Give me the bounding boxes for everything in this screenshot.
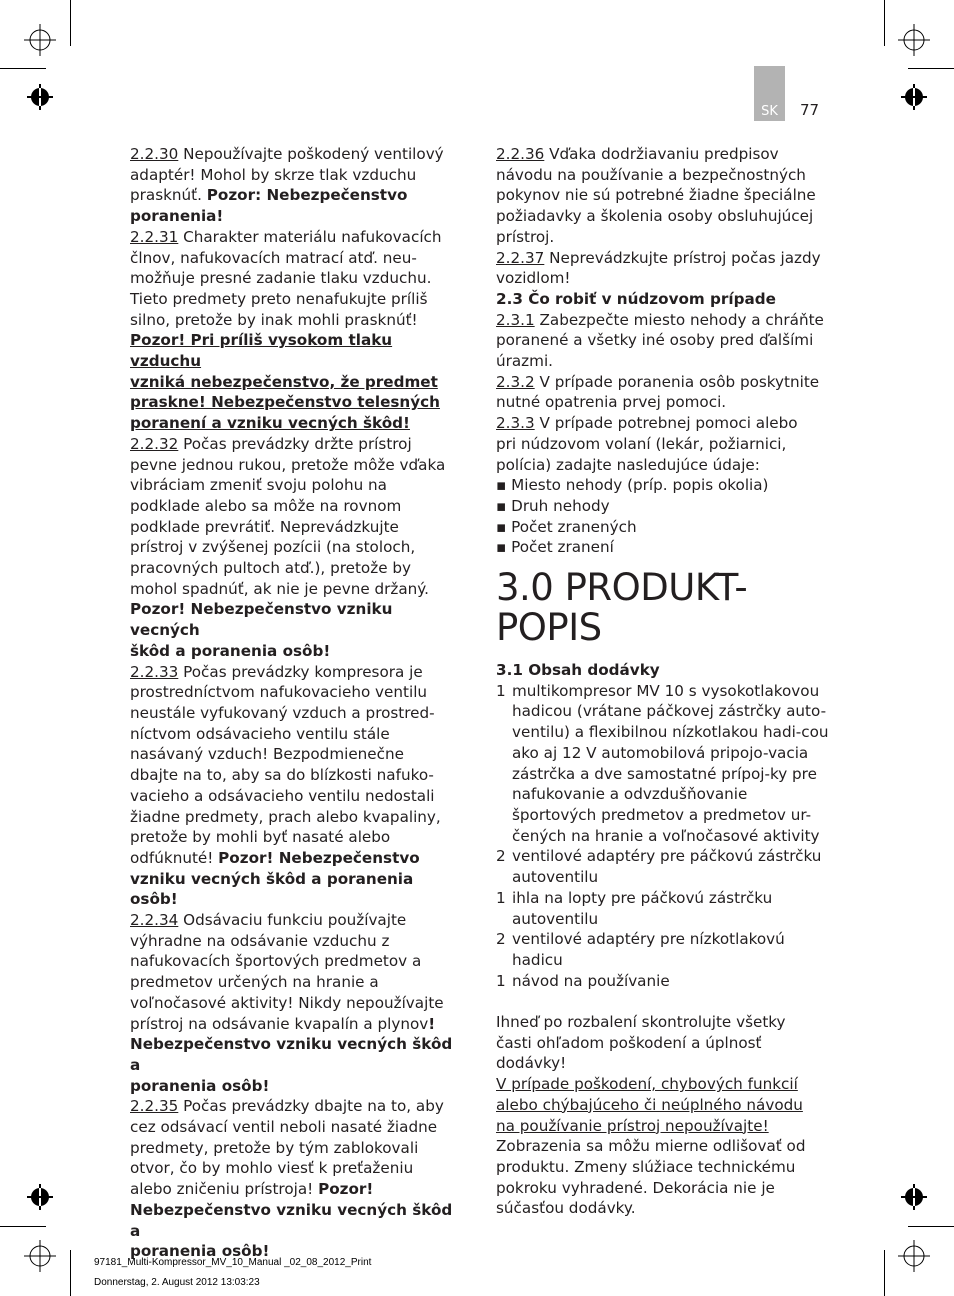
section-ref: 2.2.31 bbox=[130, 227, 179, 246]
warning-text: praskne! Nebezpečenstvo telesných bbox=[130, 393, 440, 412]
body-text: úrazmi. bbox=[496, 352, 553, 371]
body-text: predmety, pretože by tým zablokovali bbox=[130, 1138, 419, 1157]
body-text: požiadavky a školenia osoby obsluhujúcej bbox=[496, 207, 814, 226]
body-text: vibráciam zmeniť svoju polohu na bbox=[130, 476, 387, 495]
item-description: ventilové adaptéry pre páčkovú zástrčku autoventilu bbox=[512, 847, 822, 887]
warning-text: Pozor: Nebezpečenstvo bbox=[206, 186, 408, 205]
warning-text: Pozor! Pri príliš vysokom tlaku vzduchu bbox=[130, 331, 393, 371]
body-text: pokroku vyhradené. Dekorácia nie je bbox=[496, 1178, 775, 1197]
section-ref: 2.2.37 bbox=[496, 248, 545, 267]
item-description: ihla na lopty pre páčkovú zástrčku autoventilu bbox=[512, 888, 773, 928]
item-description: návod na používanie bbox=[512, 971, 670, 990]
list-item bbox=[496, 846, 836, 887]
body-text: níctvom odsávacieho ventilu stále bbox=[130, 724, 390, 743]
body-text: podklade alebo sa môže na rovnom bbox=[130, 496, 402, 515]
body-text: prasknúť. bbox=[130, 186, 207, 205]
body-text: ▪ Počet zranení bbox=[496, 538, 614, 557]
section-ref: 2.3.2 bbox=[496, 372, 535, 391]
list-item bbox=[496, 971, 836, 992]
item-quantity: 2 bbox=[496, 847, 506, 866]
paragraph bbox=[496, 1012, 836, 1219]
body-text: V prípade poranenia osôb poskytnite bbox=[534, 372, 820, 391]
crop-mark bbox=[908, 1226, 954, 1227]
registration-mark-icon bbox=[22, 22, 58, 58]
body-text: dodávky! bbox=[496, 1054, 567, 1073]
body-text: Počas prevádzky kompresora je bbox=[178, 662, 423, 681]
paragraph bbox=[496, 248, 836, 289]
warning-text: poranenia! bbox=[130, 207, 224, 226]
language-code: SK bbox=[761, 104, 778, 119]
crop-mark bbox=[0, 68, 46, 69]
paragraph bbox=[130, 662, 460, 910]
paragraph bbox=[130, 144, 460, 227]
item-quantity: 2 bbox=[496, 930, 506, 949]
crop-mark bbox=[0, 1226, 46, 1227]
delivery-notes bbox=[496, 1012, 836, 1219]
body-text: Vďaka dodržiavaniu predpisov bbox=[544, 145, 779, 163]
body-text: člnov, nafukovacích matrací atď. neu- bbox=[130, 248, 417, 267]
section-ref: V prípade poškodení, chybových funkcií bbox=[496, 1075, 798, 1094]
warning-text: poranení a vzniku vecných škôd! bbox=[130, 414, 410, 433]
warning-text: Nebezpečenstvo vzniku vecných škôd a bbox=[130, 1035, 453, 1074]
warning-text: poranenia osôb! bbox=[130, 1242, 270, 1261]
body-text: pri núdzovom volaní (lekár, požiarnici, bbox=[496, 434, 787, 453]
print-date: Donnerstag, 2. August 2012 13:03:23 bbox=[94, 1277, 260, 1288]
paragraph bbox=[496, 372, 836, 413]
registration-dot-icon bbox=[905, 88, 923, 106]
body-text: prostredníctvom nafukovacieho ventilu bbox=[130, 683, 428, 702]
section-ref: 2.2.35 bbox=[130, 1097, 179, 1116]
body-text: Nepoužívajte poškodený ventilový bbox=[178, 145, 444, 163]
section-ref: 2.2.30 bbox=[130, 145, 179, 163]
warning-text: Pozor! bbox=[318, 1180, 374, 1199]
warning-text: Pozor! Nebezpečenstvo vzniku vecných bbox=[130, 600, 393, 640]
body-text: nasávaný vzduch! Bezpodmienečne bbox=[130, 745, 404, 764]
registration-mark-icon bbox=[22, 1238, 58, 1274]
paragraph bbox=[130, 227, 460, 434]
body-text: voľnočasové aktivity! Nikdy nepoužívajte bbox=[130, 993, 444, 1012]
body-text: súčasťou dodávky. bbox=[496, 1199, 636, 1218]
delivery-list bbox=[496, 681, 836, 992]
warning-text: poranenia osôb! bbox=[130, 1076, 270, 1095]
page-number: 77 bbox=[800, 101, 820, 119]
body-text: pevne jednou rukou, pretože môže vďaka bbox=[130, 455, 446, 474]
safety-notes-continued bbox=[496, 144, 836, 289]
warning-text: vzniká nebezpečenstvo, že predmet bbox=[130, 372, 438, 391]
body-text: cez odsávací ventil neboli nasaté žiadne bbox=[130, 1118, 438, 1137]
paragraph bbox=[496, 144, 836, 248]
crop-mark bbox=[70, 0, 71, 46]
paragraph bbox=[130, 910, 460, 1096]
body-text: prístroj. bbox=[496, 227, 555, 246]
body-text: nutné opatrenia prvej pomoci. bbox=[496, 393, 727, 412]
registration-mark-icon bbox=[896, 1238, 932, 1274]
body-text: Charakter materiálu nafukovacích bbox=[178, 227, 442, 246]
delivery-heading: 3.1 Obsah dodávky bbox=[496, 661, 660, 680]
body-text: otvor, čo by mohlo viesť k preťaženiu bbox=[130, 1159, 414, 1178]
body-text: prístroj v zvýšenej pozícii (na stoloch, bbox=[130, 538, 416, 557]
section-ref: 2.3.1 bbox=[496, 310, 535, 329]
body-text: odfúknuté! bbox=[130, 848, 219, 867]
section-ref: alebo chýbajúceho či neúplného návodu bbox=[496, 1095, 803, 1114]
body-text: Počas prevádzky dbajte na to, aby bbox=[178, 1097, 444, 1116]
body-text: alebo zničeniu prístroja! bbox=[130, 1180, 319, 1199]
body-text: poranené a všetky iné osoby pred ďalšími bbox=[496, 331, 814, 350]
body-text: vozidlom! bbox=[496, 269, 571, 288]
list-item bbox=[496, 888, 836, 929]
crop-mark bbox=[70, 1250, 71, 1296]
warning-text: vzniku vecných škôd a poranenia osôb! bbox=[130, 869, 414, 909]
left-column bbox=[130, 144, 460, 1262]
body-text: Ihneď po rozbalení skontrolujte všetky bbox=[496, 1013, 786, 1031]
body-text: Neprevádzkujte prístroj počas jazdy bbox=[544, 248, 821, 267]
section-ref: 2.2.36 bbox=[496, 145, 545, 163]
paragraph bbox=[130, 1096, 460, 1262]
body-text: vacieho a odsávacieho ventilu nedostali bbox=[130, 786, 435, 805]
language-tab bbox=[754, 66, 785, 121]
registration-dot-icon bbox=[905, 1188, 923, 1206]
paragraph bbox=[130, 434, 460, 662]
list-item bbox=[496, 681, 836, 847]
crop-mark bbox=[884, 1250, 885, 1296]
body-text: V prípade potrebnej pomoci alebo bbox=[534, 414, 798, 433]
list-item bbox=[496, 929, 836, 970]
registration-dot-icon bbox=[31, 1188, 49, 1206]
item-description: multikompresor MV 10 s vysokotlakovou hadicou (vrátane páčkovej zástrčky auto-ventilu) a flexibilnou nízkotlakou hadi-cou ako aj 12 V automobilová pripojo-vacia zástrčka a dve samostatné prípoj-ky pre nafukovanie a odvzdušňovanie športových predmetov a predmetov ur-čených na hranie a voľnočasové aktivity bbox=[512, 681, 829, 845]
body-text: pokynov nie sú potrebné žiadne špeciálne bbox=[496, 186, 816, 205]
body-text: Tieto predmety preto nenafukujte príliš bbox=[130, 289, 428, 308]
body-text: výhradne na odsávanie vzduchu z bbox=[130, 931, 390, 950]
body-text: ▪ Druh nehody bbox=[496, 496, 610, 515]
body-text: produktu. Zmeny slúžiace technickému bbox=[496, 1157, 796, 1176]
crop-mark bbox=[884, 0, 885, 46]
body-text: Zobrazenia sa môžu mierne odlišovať od bbox=[496, 1137, 806, 1156]
body-text: neustále vyfukovaný vzduch a prostred- bbox=[130, 703, 435, 722]
body-text: Počas prevádzky držte prístroj bbox=[178, 434, 412, 453]
body-text: adaptér! Mohol by skrze tlak vzduchu bbox=[130, 165, 417, 184]
body-text: nafukovacích športových predmetov a bbox=[130, 952, 422, 971]
body-text: polícia) zadajte nasledujúce údaje: bbox=[496, 455, 760, 474]
body-text: žiadne predmety, prach alebo kvapaliny, bbox=[130, 807, 441, 826]
right-column bbox=[496, 144, 836, 1219]
warning-text: Pozor! Nebezpečenstvo bbox=[218, 848, 420, 867]
item-quantity: 1 bbox=[496, 888, 506, 907]
body-text: podklade prevrátiť. Neprevádzkujte bbox=[130, 517, 399, 536]
item-quantity: 1 bbox=[496, 681, 506, 700]
item-quantity: 1 bbox=[496, 971, 506, 990]
paragraph bbox=[496, 413, 836, 558]
body-text: Odsávaciu funkciu používajte bbox=[178, 911, 407, 930]
body-text: predmetov určených na hranie a bbox=[130, 973, 379, 992]
body-text: možňuje presné zadanie tlaku vzduchu. bbox=[130, 269, 432, 288]
section-ref: 2.2.32 bbox=[130, 434, 179, 453]
body-text: pracovných pultoch atď.), pretože by bbox=[130, 559, 411, 578]
emergency-heading: 2.3 Čo robiť v núdzovom prípade bbox=[496, 289, 776, 308]
body-text: silno, pretože by inak mohli prasknúť! bbox=[130, 310, 418, 329]
emergency-paragraphs bbox=[496, 310, 836, 558]
body-text: návodu na používanie a bezpečnostných bbox=[496, 165, 806, 184]
body-text: prístroj na odsávanie kvapalín a plynov bbox=[130, 1014, 429, 1033]
section-ref: na používanie prístroj nepoužívajte! bbox=[496, 1116, 769, 1135]
print-file-name: 97181_Multi-Kompressor_MV_10_Manual _02_08_2012_Print bbox=[94, 1257, 372, 1268]
warning-text: Nebezpečenstvo vzniku vecných škôd a bbox=[130, 1200, 453, 1240]
registration-mark-icon bbox=[896, 22, 932, 58]
warning-text: ! bbox=[428, 1014, 436, 1033]
section-ref: 2.2.33 bbox=[130, 662, 179, 681]
body-text: ▪ Miesto nehody (príp. popis okolia) bbox=[496, 476, 769, 495]
section-title: 3.0 PRODUKT-POPIS bbox=[496, 566, 748, 650]
warning-text: škôd a poranenia osôb! bbox=[130, 641, 331, 660]
paragraph bbox=[496, 310, 836, 372]
section-ref: 2.2.34 bbox=[130, 911, 179, 930]
body-text: pretože by mohli byť nasaté alebo bbox=[130, 828, 391, 847]
registration-dot-icon bbox=[31, 88, 49, 106]
crop-mark bbox=[908, 68, 954, 69]
body-text: mohol spadnúť, ak nie je pevne držaný. bbox=[130, 579, 429, 598]
body-text: dbajte na to, aby sa do blízkosti nafuko- bbox=[130, 766, 434, 785]
section-ref: 2.3.3 bbox=[496, 414, 535, 433]
item-description: ventilové adaptéry pre nízkotlakovú hadicu bbox=[512, 930, 785, 969]
body-text: Zabezpečte miesto nehody a chráňte bbox=[534, 310, 824, 329]
body-text: ▪ Počet zranených bbox=[496, 517, 637, 536]
body-text: časti ohľadom poškodení a úplnosť bbox=[496, 1033, 762, 1052]
